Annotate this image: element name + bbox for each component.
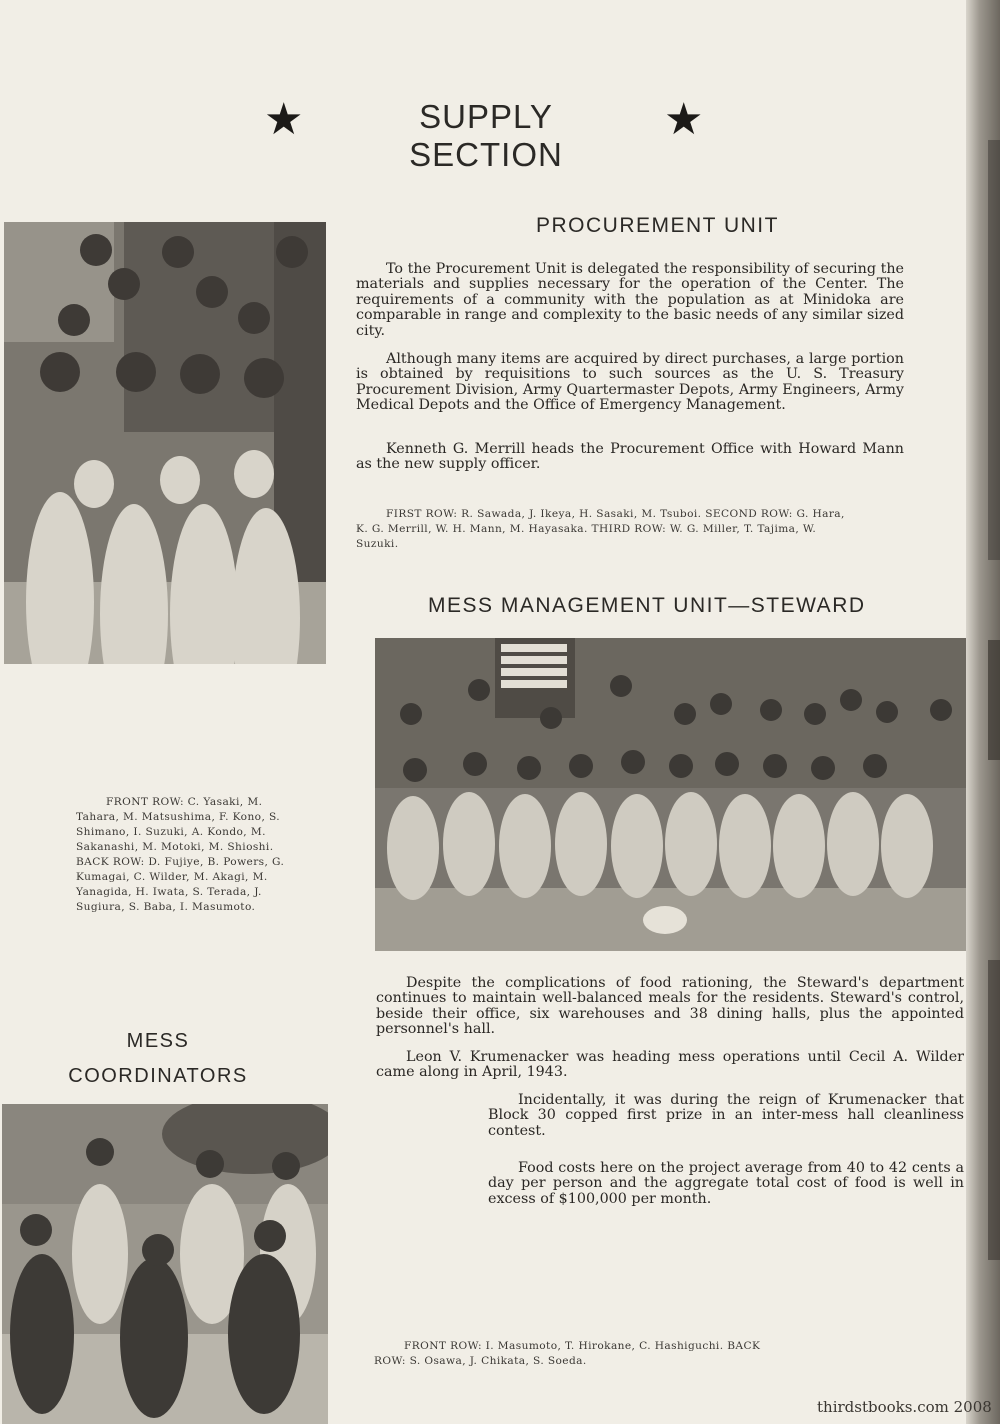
mess-paragraph-2: Leon V. Krumenacker was heading mess operations until Cecil A. Wilder came along in April, 1943. (376, 1049, 964, 1081)
mess-management-photo (375, 638, 966, 951)
page-title: SUPPLY SECTION (409, 98, 563, 173)
mess-management-heading: MESS MANAGEMENT UNIT—STEWARD (428, 594, 866, 617)
mess-paragraph-4: Food costs here on the project average from 40 to 42 cents a day per person and the aggregate total cost of food is well in excess of $100,000 per month. (488, 1160, 964, 1207)
procurement-paragraph-3: Kenneth G. Merrill heads the Procurement Office with Howard Mann as the new supply officer. (356, 441, 904, 473)
procurement-photo-caption: FIRST ROW: R. Sawada, J. Ikeya, H. Sasaki, M. Tsuboi. SECOND ROW: G. Hara, K. G. Merrill, W. H. Mann, M. Hayasaka. THIRD ROW: W. G. Miller, T. Tajima, W. Suzuki. (356, 508, 845, 550)
mess-management-photo-caption: FRONT ROW: C. Yasaki, M. Tahara, M. Matsushima, F. Kono, S. Shimano, I. Suzuki, A. Kondo, M. Sakanashi, M. Motoki, M. Shioshi. BACK ROW: D. Fujiye, B. Powers, G. Kumagai, C. Wilder, M. Akagi, M. Yanagida, H. Iwata, S. Terada, J. Sugiura, S. Baba, I. Masumoto. (76, 796, 285, 913)
procurement-paragraph-1: To the Procurement Unit is delegated the responsibility of securing the materials and supplies necessary for the operation of the Center. The requirements of a community with the population as at Minidoka are comparable in range and complexity to the basic needs of any similar sized city. (356, 261, 904, 339)
adjacent-page-edge (966, 0, 1000, 1424)
procurement-unit-photo (4, 222, 326, 664)
mess-paragraph-3: Incidentally, it was during the reign of Krumenacker that Block 30 copped first prize in an inter-mess hall cleanliness contest. (488, 1092, 964, 1139)
mess-paragraph-1: Despite the complications of food rationing, the Steward's department continues to maintain well-balanced meals for the residents. Steward's control, beside their office, six warehouses and 38 dining halls, plus the appointed personnel's hall. (376, 975, 964, 1038)
watermark-text: thirdstbooks.com 2008 (817, 1398, 992, 1416)
procurement-paragraph-2: Although many items are acquired by direct purchases, a large portion is obtained by requisitions to such sources as the U. S. Treasury Procurement Division, Army Quartermaster Depots, Army Engineers, Army Medical Depots and the Office of Emergency Management. (356, 351, 904, 414)
mess-coordinators-photo-caption: FRONT ROW: I. Masumoto, T. Hirokane, C. Hashiguchi. BACK ROW: S. Osawa, J. Chikata, S. Soeda. (374, 1340, 761, 1367)
mess-coordinators-photo (2, 1104, 328, 1424)
mess-coordinators-heading-line1: MESS (126, 1030, 190, 1052)
mess-coordinators-heading-line2: COORDINATORS (68, 1065, 248, 1087)
star-icon-left: ★ (264, 94, 304, 145)
star-icon-right: ★ (664, 94, 704, 145)
procurement-unit-heading: PROCUREMENT UNIT (536, 214, 779, 237)
